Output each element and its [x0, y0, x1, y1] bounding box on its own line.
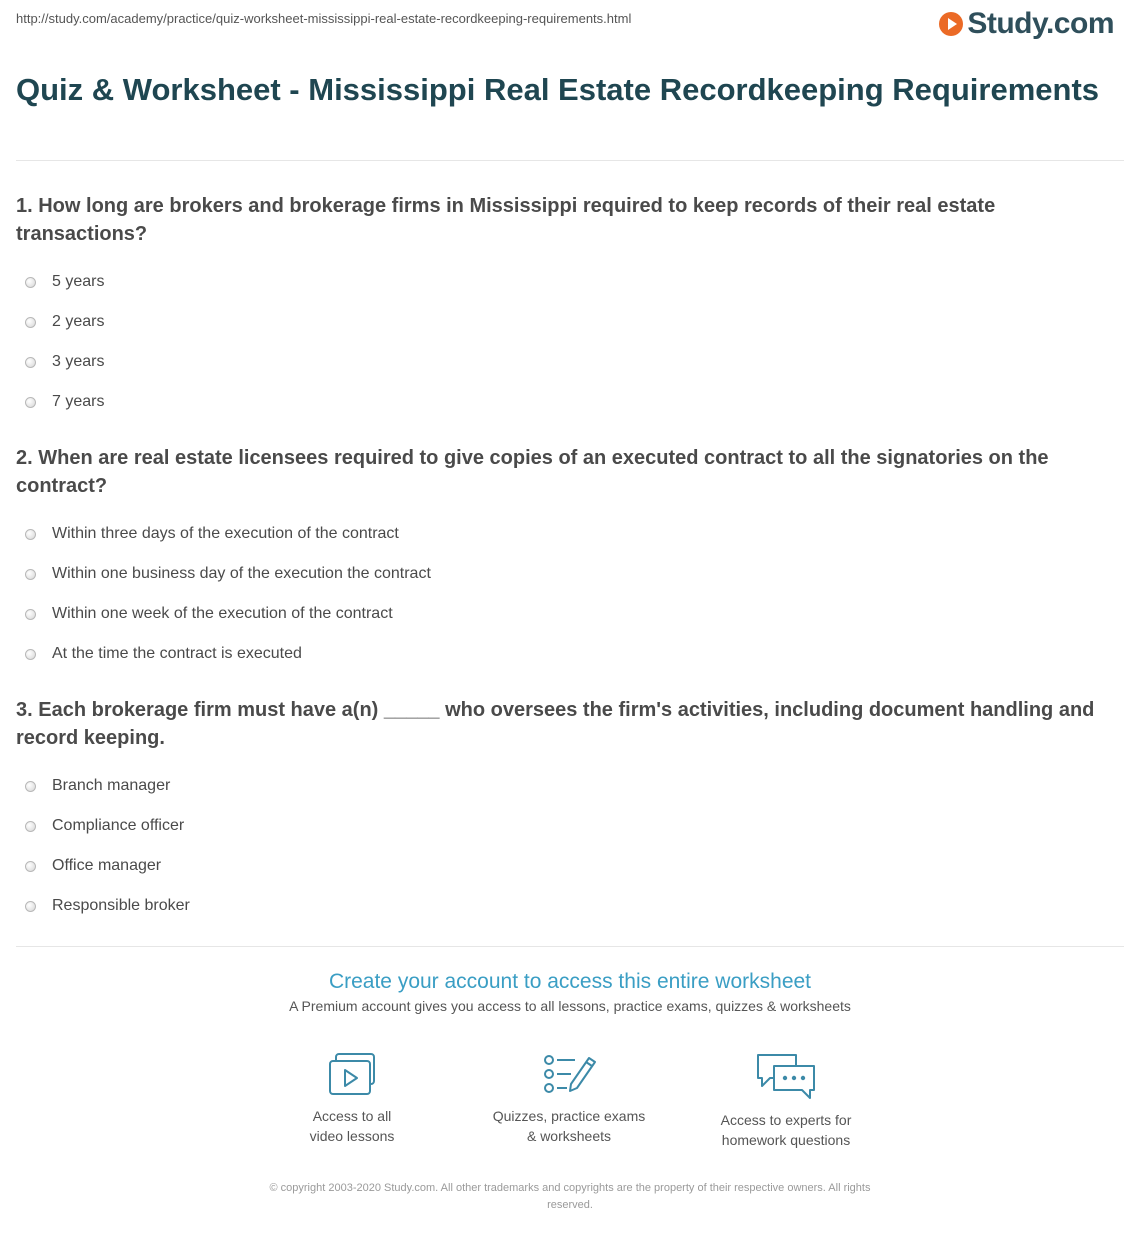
feature-label-line1: Access to all — [312, 1108, 392, 1124]
feature-label-line2: & worksheets — [526, 1128, 612, 1144]
answer-label: Office manager — [52, 857, 162, 874]
radio-icon[interactable] — [25, 317, 36, 328]
question-text: 2. When are real estate licensees required to give copies of an executed contract to all the signatories on the contract? — [16, 447, 1049, 497]
video-lessons-icon — [326, 1052, 378, 1098]
answer-label: Branch manager — [52, 777, 171, 794]
radio-icon[interactable] — [25, 357, 36, 368]
feature-label-line2: video lessons — [309, 1128, 395, 1144]
answer-label: 2 years — [52, 313, 105, 330]
title-divider — [16, 160, 1124, 161]
radio-icon[interactable] — [25, 861, 36, 872]
answer-label: 3 years — [52, 353, 105, 370]
feature-label-line1: Access to experts for — [720, 1112, 852, 1128]
answer-label: Within one business day of the execution the contract — [52, 565, 431, 582]
play-logo-icon — [939, 12, 963, 36]
radio-icon[interactable] — [25, 609, 36, 620]
radio-icon[interactable] — [25, 529, 36, 540]
copyright-footer — [210, 1180, 930, 1214]
answer-option[interactable] — [16, 634, 1124, 674]
answer-option[interactable] — [16, 806, 1124, 846]
radio-icon[interactable] — [25, 649, 36, 660]
question-1 — [16, 192, 1124, 422]
answer-option[interactable] — [16, 302, 1124, 342]
feature-quizzes — [469, 1052, 669, 1146]
question-2 — [16, 444, 1124, 674]
chat-bubbles-icon — [754, 1052, 818, 1102]
signup-cta — [0, 968, 1140, 1016]
answer-option[interactable] — [16, 262, 1124, 302]
answer-option[interactable] — [16, 886, 1124, 926]
page-title: Quiz & Worksheet - Mississippi Real Estate Recordkeeping Requirements — [16, 72, 1100, 107]
content-divider — [16, 946, 1124, 947]
answer-option[interactable] — [16, 342, 1124, 382]
radio-icon[interactable] — [25, 277, 36, 288]
answer-list — [16, 766, 1124, 926]
feature-video-lessons — [252, 1052, 452, 1146]
feature-label — [252, 1106, 452, 1146]
copyright-line1: © copyright 2003-2020 Study.com. All other trademarks and copyrights are the property of their respective owners. All rights — [269, 1182, 871, 1194]
answer-label: Within three days of the execution of the contract — [52, 525, 399, 542]
answer-option[interactable] — [16, 514, 1124, 554]
answer-label: 7 years — [52, 393, 105, 410]
copyright-line2: reserved. — [547, 1199, 593, 1211]
answer-label: Within one week of the execution of the contract — [52, 605, 393, 622]
answer-list — [16, 262, 1124, 422]
answer-label: At the time the contract is executed — [52, 645, 302, 662]
page-url: http://study.com/academy/practice/quiz-worksheet-mississippi-real-estate-recordkeeping-requirements.html — [16, 11, 632, 26]
radio-icon[interactable] — [25, 781, 36, 792]
radio-icon[interactable] — [25, 569, 36, 580]
radio-icon[interactable] — [25, 397, 36, 408]
answer-label: 5 years — [52, 273, 105, 290]
answer-option[interactable] — [16, 766, 1124, 806]
question-text: 3. Each brokerage firm must have a(n) _____ who oversees the firm's activities, including document handling and record keeping. — [16, 699, 1095, 749]
logo-text: Study.com — [967, 7, 1114, 40]
answer-option[interactable] — [16, 594, 1124, 634]
feature-experts — [686, 1052, 886, 1150]
answer-option[interactable] — [16, 554, 1124, 594]
study-logo[interactable] — [939, 8, 1114, 40]
feature-label — [469, 1106, 669, 1146]
quiz-checklist-icon — [541, 1052, 597, 1098]
cta-heading-link[interactable]: Create your account to access this entire worksheet — [328, 970, 812, 993]
feature-label-line1: Quizzes, practice exams — [492, 1108, 646, 1124]
answer-option[interactable] — [16, 382, 1124, 422]
question-text: 1. How long are brokers and brokerage firms in Mississippi required to keep records of their real estate transactions? — [16, 195, 996, 245]
answer-option[interactable] — [16, 846, 1124, 886]
radio-icon[interactable] — [25, 901, 36, 912]
radio-icon[interactable] — [25, 821, 36, 832]
cta-subheading: A Premium account gives you access to all lessons, practice exams, quizzes & worksheets — [289, 998, 851, 1014]
feature-label — [686, 1110, 886, 1150]
answer-label: Compliance officer — [52, 817, 185, 834]
answer-label: Responsible broker — [52, 897, 190, 914]
answer-list — [16, 514, 1124, 674]
question-3 — [16, 696, 1124, 926]
feature-label-line2: homework questions — [721, 1132, 851, 1148]
